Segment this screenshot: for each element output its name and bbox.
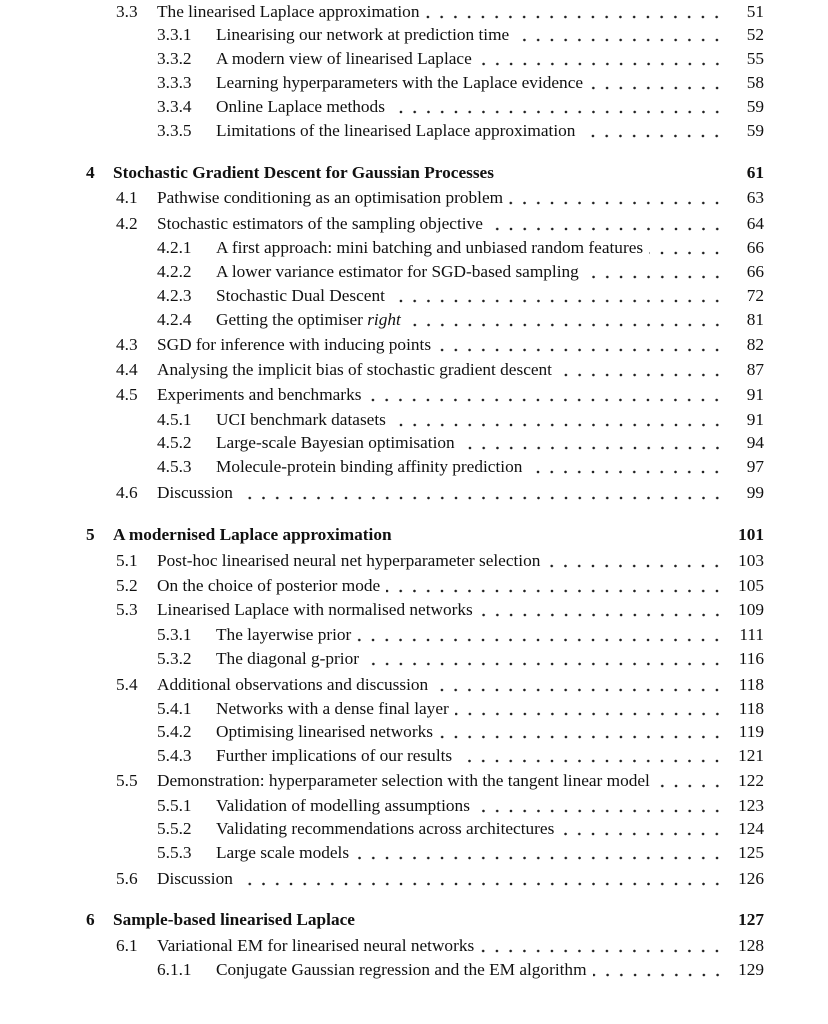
toc-number: 4.2	[116, 214, 138, 233]
dot-leader	[391, 284, 726, 308]
toc-title-text: The linearised Laplace approximation	[157, 2, 420, 21]
toc-subsection-6-1-1[interactable]	[157, 958, 764, 982]
toc-page-number: 94	[746, 433, 764, 452]
toc-subsection-5-5-1[interactable]	[157, 794, 764, 818]
toc-title	[157, 481, 239, 505]
dot-leader	[478, 47, 726, 71]
toc-title	[157, 574, 386, 598]
toc-number: 5.3.2	[157, 649, 192, 668]
toc-section-4-2[interactable]	[116, 212, 764, 236]
toc-subsection-4-2-2[interactable]	[157, 260, 764, 284]
toc-title-text: Optimising linearised networks	[216, 722, 433, 741]
toc-number: 6.1	[116, 936, 138, 955]
toc-title	[157, 358, 558, 382]
toc-subsection-3-3-1[interactable]	[157, 23, 764, 47]
dot-leader	[480, 934, 726, 958]
toc-title	[157, 769, 656, 793]
toc-number: 3.3.4	[157, 97, 192, 116]
toc-title	[157, 673, 434, 697]
toc-title	[113, 908, 361, 932]
dot-leader	[239, 867, 726, 891]
toc-title	[216, 23, 515, 47]
toc-subsection-3-3-2[interactable]	[157, 47, 764, 71]
toc-title-text: A first approach: mini batching and unbiased random features	[216, 238, 644, 257]
toc-subsection-5-4-2[interactable]	[157, 720, 764, 744]
dot-leader	[386, 574, 726, 598]
toc-number: 4.3	[116, 335, 138, 354]
dot-leader	[367, 383, 726, 407]
toc-number: 3.3.5	[157, 121, 192, 140]
toc-chapter-6[interactable]	[86, 908, 764, 932]
toc-title	[216, 744, 458, 768]
toc-title	[216, 697, 455, 721]
toc-number: 5.5	[116, 771, 138, 790]
toc-title	[157, 212, 489, 236]
toc-chapter-4[interactable]	[86, 161, 764, 185]
toc-title	[157, 934, 480, 958]
dot-leader	[515, 23, 726, 47]
toc-number: 5.6	[116, 869, 138, 888]
dot-leader	[461, 431, 726, 455]
toc-page-number: 109	[738, 600, 764, 619]
toc-number: 5.4.3	[157, 746, 192, 765]
toc-title-text: Discussion	[157, 869, 233, 888]
toc-number: 4.5.2	[157, 433, 192, 452]
toc-title-text: Experiments and benchmarks	[157, 385, 362, 404]
toc-page-number: 64	[746, 214, 764, 233]
toc-number: 5.1	[116, 551, 138, 570]
toc-title-text: Limitations of the linearised Laplace approximation	[216, 121, 576, 140]
toc-section-6-1[interactable]	[116, 934, 764, 958]
toc-title-text: Variational EM for linearised neural networks	[157, 936, 475, 955]
toc-title-text: SGD for inference with inducing points	[157, 335, 432, 354]
toc-page-number: 126	[738, 869, 764, 888]
toc-number: 5.4	[116, 675, 138, 694]
toc-title	[157, 383, 367, 407]
toc-page-number: 127	[738, 910, 764, 929]
toc-subsection-5-3-2[interactable]	[157, 647, 764, 671]
dot-leader	[392, 408, 726, 432]
dot-leader	[560, 817, 726, 841]
toc-title-text: Molecule-protein binding affinity prediction	[216, 457, 523, 476]
dot-leader	[585, 260, 726, 284]
toc-subsection-3-3-5[interactable]	[157, 119, 764, 143]
toc-subsection-5-4-1[interactable]	[157, 697, 764, 721]
toc-page-number: 129	[738, 960, 764, 979]
toc-number: 3.3.1	[157, 25, 192, 44]
toc-section-3-3[interactable]	[116, 0, 764, 24]
toc-number: 3.3	[116, 2, 138, 21]
toc-subsection-4-2-3[interactable]	[157, 284, 764, 308]
toc-page-number: 82	[746, 335, 764, 354]
toc-title-text: Pathwise conditioning as an optimisation problem	[157, 188, 504, 207]
dot-leader	[649, 236, 726, 260]
toc-title	[113, 161, 500, 185]
dot-leader	[425, 0, 726, 24]
toc-section-5-6[interactable]	[116, 867, 764, 891]
toc-title-text: The diagonal g-prior	[216, 649, 360, 668]
toc-title	[113, 523, 398, 547]
toc-title-text: Stochastic Gradient Descent for Gaussian Processes	[113, 163, 494, 182]
toc-title	[157, 867, 239, 891]
toc-title-text: On the choice of posterior mode	[157, 576, 381, 595]
dot-leader	[398, 523, 726, 547]
dot-leader	[500, 161, 726, 185]
dot-leader	[407, 308, 726, 332]
dot-leader	[589, 71, 726, 95]
toc-title	[216, 623, 357, 647]
toc-page-number: 59	[746, 97, 764, 116]
dot-leader	[239, 481, 726, 505]
toc-subsection-5-4-3[interactable]	[157, 744, 764, 768]
toc-title-text: Further implications of our results	[216, 746, 453, 765]
toc-title-italic: right	[367, 310, 401, 329]
toc-title-text: Linearising our network at prediction time	[216, 25, 510, 44]
toc-page-number: 124	[738, 819, 764, 838]
toc-title-text: Validation of modelling assumptions	[216, 796, 470, 815]
dot-leader	[458, 744, 726, 768]
toc-title-text: Additional observations and discussion	[157, 675, 429, 694]
toc-title-text: A lower variance estimator for SGD-based sampling	[216, 262, 579, 281]
toc-title-text: A modernised Laplace approximation	[113, 525, 392, 544]
toc-number: 6	[86, 910, 95, 929]
toc-page-number: 66	[746, 262, 764, 281]
toc-subsection-5-5-3[interactable]	[157, 841, 764, 865]
toc-section-4-1[interactable]	[116, 186, 764, 210]
toc-subsection-3-3-3[interactable]	[157, 71, 764, 95]
toc-title	[157, 186, 509, 210]
toc-number: 5.5.3	[157, 843, 192, 862]
toc-number: 3.3.2	[157, 49, 192, 68]
toc-page-number: 91	[746, 385, 764, 404]
toc-section-5-4[interactable]	[116, 673, 764, 697]
toc-title	[216, 260, 585, 284]
dot-leader	[593, 958, 726, 982]
toc-title	[216, 958, 593, 982]
toc-title	[216, 236, 649, 260]
toc-page-number: 101	[738, 525, 764, 544]
toc-title	[216, 408, 392, 432]
toc-title	[216, 817, 560, 841]
dot-leader	[546, 549, 726, 573]
toc-number: 5.3	[116, 600, 138, 619]
toc-page-number: 103	[738, 551, 764, 570]
toc-number: 4.2.4	[157, 310, 192, 329]
toc-number: 5.4.2	[157, 722, 192, 741]
toc-title-text: Linearised Laplace with normalised networks	[157, 600, 473, 619]
dot-leader	[509, 186, 726, 210]
toc-number: 4.2.2	[157, 262, 192, 281]
toc-subsection-3-3-4[interactable]	[157, 95, 764, 119]
toc-title-text: Stochastic estimators of the sampling objective	[157, 214, 483, 233]
dot-leader	[476, 794, 726, 818]
toc-title-text: Large scale models	[216, 843, 350, 862]
toc-title	[157, 0, 425, 24]
toc-number: 5.3.1	[157, 625, 192, 644]
toc-title-text: Getting the optimiser	[216, 310, 368, 329]
toc-title	[157, 333, 437, 357]
toc-number: 4.5.1	[157, 410, 192, 429]
toc-page-number: 58	[746, 73, 764, 92]
toc-number: 5.4.1	[157, 699, 192, 718]
toc-title-text: Learning hyperparameters with the Laplace evidence	[216, 73, 584, 92]
toc-number: 4.2.3	[157, 286, 192, 305]
dot-leader	[656, 769, 726, 793]
toc-title-text: Conjugate Gaussian regression and the EM algorithm	[216, 960, 587, 979]
toc-page-number: 121	[738, 746, 764, 765]
toc-section-5-2[interactable]	[116, 574, 764, 598]
toc-title-text: Sample-based linearised Laplace	[113, 910, 355, 929]
toc-section-4-4[interactable]	[116, 358, 764, 382]
toc-title-text: Networks with a dense final layer	[216, 699, 449, 718]
dot-leader	[489, 212, 726, 236]
toc-number: 5.5.2	[157, 819, 192, 838]
toc-page-number: 122	[738, 771, 764, 790]
toc-title-text: Online Laplace methods	[216, 97, 385, 116]
dot-leader	[434, 673, 726, 697]
toc-section-4-5[interactable]	[116, 383, 764, 407]
toc-page-number: 55	[746, 49, 764, 68]
toc-number: 4.2.1	[157, 238, 192, 257]
toc-number: 4.5.3	[157, 457, 192, 476]
toc-title	[216, 794, 476, 818]
toc-number: 4.1	[116, 188, 138, 207]
dot-leader	[361, 908, 726, 932]
toc-title-text: A modern view of linearised Laplace	[216, 49, 472, 68]
toc-title	[157, 598, 479, 622]
toc-number: 3.3.3	[157, 73, 192, 92]
dot-leader	[455, 697, 726, 721]
toc-subsection-5-5-2[interactable]	[157, 817, 764, 841]
toc-title	[216, 284, 391, 308]
toc-title-text: Validating recommendations across architectures	[216, 819, 555, 838]
toc-page-number: 51	[746, 2, 764, 21]
toc-page-number: 52	[746, 25, 764, 44]
dot-leader	[479, 598, 726, 622]
toc-subsection-4-5-2[interactable]	[157, 431, 764, 455]
toc-page-number: 128	[738, 936, 764, 955]
toc-title-text: Discussion	[157, 483, 233, 502]
toc-subsection-4-2-1[interactable]	[157, 236, 764, 260]
toc-title	[216, 647, 365, 671]
toc-number: 4	[86, 163, 95, 182]
toc-section-5-1[interactable]	[116, 549, 764, 573]
toc-title	[216, 308, 407, 332]
dot-leader	[391, 95, 726, 119]
toc-page-number: 123	[738, 796, 764, 815]
toc-page-number: 118	[738, 675, 764, 694]
toc-section-5-3[interactable]	[116, 598, 764, 622]
toc-page-number: 99	[746, 483, 764, 502]
toc-page-number: 59	[746, 121, 764, 140]
toc-title-text: UCI benchmark datasets	[216, 410, 386, 429]
dot-leader	[528, 455, 726, 479]
toc-title	[216, 720, 439, 744]
toc-title	[216, 47, 478, 71]
toc-page-number: 97	[746, 457, 764, 476]
toc-page-number: 66	[746, 238, 764, 257]
toc-number: 4.5	[116, 385, 138, 404]
toc-subsection-4-5-3[interactable]	[157, 455, 764, 479]
toc-page-number: 118	[738, 699, 764, 718]
toc-section-4-3[interactable]	[116, 333, 764, 357]
toc-title-text: Analysing the implicit bias of stochastic gradient descent	[157, 360, 552, 379]
toc-subsection-4-2-4[interactable]	[157, 308, 764, 332]
toc-title-text: Large-scale Bayesian optimisation	[216, 433, 455, 452]
toc-title	[216, 95, 391, 119]
toc-title-text: The layerwise prior	[216, 625, 352, 644]
dot-leader	[581, 119, 726, 143]
toc-page-number: 111	[739, 625, 764, 644]
dot-leader	[437, 333, 726, 357]
dot-leader	[365, 647, 726, 671]
toc-number: 5.2	[116, 576, 138, 595]
toc-number: 5	[86, 525, 95, 544]
toc-page-number: 63	[746, 188, 764, 207]
toc-title	[216, 119, 581, 143]
toc-title	[216, 455, 528, 479]
dot-leader	[439, 720, 726, 744]
toc-title-text: Demonstration: hyperparameter selection with the tangent linear model	[157, 771, 650, 790]
toc-title	[157, 549, 546, 573]
toc-number: 4.6	[116, 483, 138, 502]
toc-page-number: 81	[746, 310, 764, 329]
toc-number: 6.1.1	[157, 960, 192, 979]
toc-number: 5.5.1	[157, 796, 192, 815]
toc-subsection-5-3-1[interactable]	[157, 623, 764, 647]
dot-leader	[558, 358, 726, 382]
toc-page-number: 61	[746, 163, 764, 182]
toc-page-number: 119	[738, 722, 764, 741]
toc-chapter-5[interactable]	[86, 523, 764, 547]
toc-title	[216, 71, 589, 95]
toc-section-5-5[interactable]	[116, 769, 764, 793]
toc-page-number: 72	[746, 286, 764, 305]
toc-number: 4.4	[116, 360, 138, 379]
toc-subsection-4-5-1[interactable]	[157, 408, 764, 432]
toc-page-number: 116	[738, 649, 764, 668]
toc-section-4-6[interactable]	[116, 481, 764, 505]
toc-page-number: 91	[746, 410, 764, 429]
toc-page-number: 125	[738, 843, 764, 862]
dot-leader	[357, 623, 726, 647]
toc-title-text: Stochastic Dual Descent	[216, 286, 385, 305]
toc-title	[216, 841, 355, 865]
toc-title-text: Post-hoc linearised neural net hyperparameter selection	[157, 551, 541, 570]
toc-page-number: 105	[738, 576, 764, 595]
dot-leader	[355, 841, 726, 865]
toc-page-number: 87	[746, 360, 764, 379]
toc-title	[216, 431, 461, 455]
